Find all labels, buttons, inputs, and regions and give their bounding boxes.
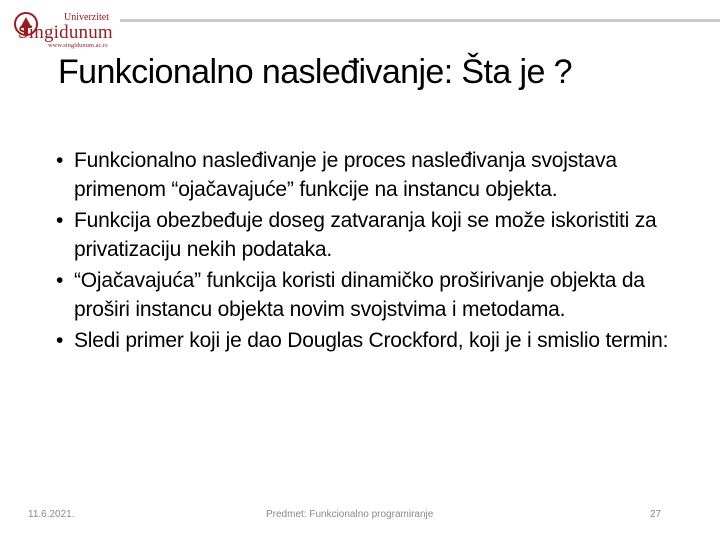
slide-title: Funkcionalno nasleđivanje: Šta je ? [58,53,572,91]
logo-name: Singidunum [18,22,113,43]
header-divider [120,19,720,22]
bullet-list [56,146,676,357]
logo-university-text: Univerzitet [64,12,109,23]
university-logo [6,10,146,55]
footer-course: Predmet: Funkcionalno programiranje [266,509,434,520]
footer-date: 11.6.2021. [28,509,75,520]
logo-website: www.singidunum.ac.rs [48,42,108,49]
bullet-item: • “Ojačavajuća” funkcija koristi dinamičko proširivanje objekta da proširi instancu objekta novim svojstvima i metodama. [56,266,676,324]
page-number: 27 [650,509,662,520]
bullet-item: • Funkcionalno nasleđivanje je proces nasleđivanja svojstava primenom “ojačavajuće” funkcije na instancu objekta. [56,146,676,204]
bullet-item: • Sledi primer koji je dao Douglas Crockford, koji je i smislio termin: [56,326,676,355]
bullet-item: • Funkcija obezbeđuje doseg zatvaranja koji se može iskoristiti za privatizaciju nekih podataka. [56,206,676,264]
